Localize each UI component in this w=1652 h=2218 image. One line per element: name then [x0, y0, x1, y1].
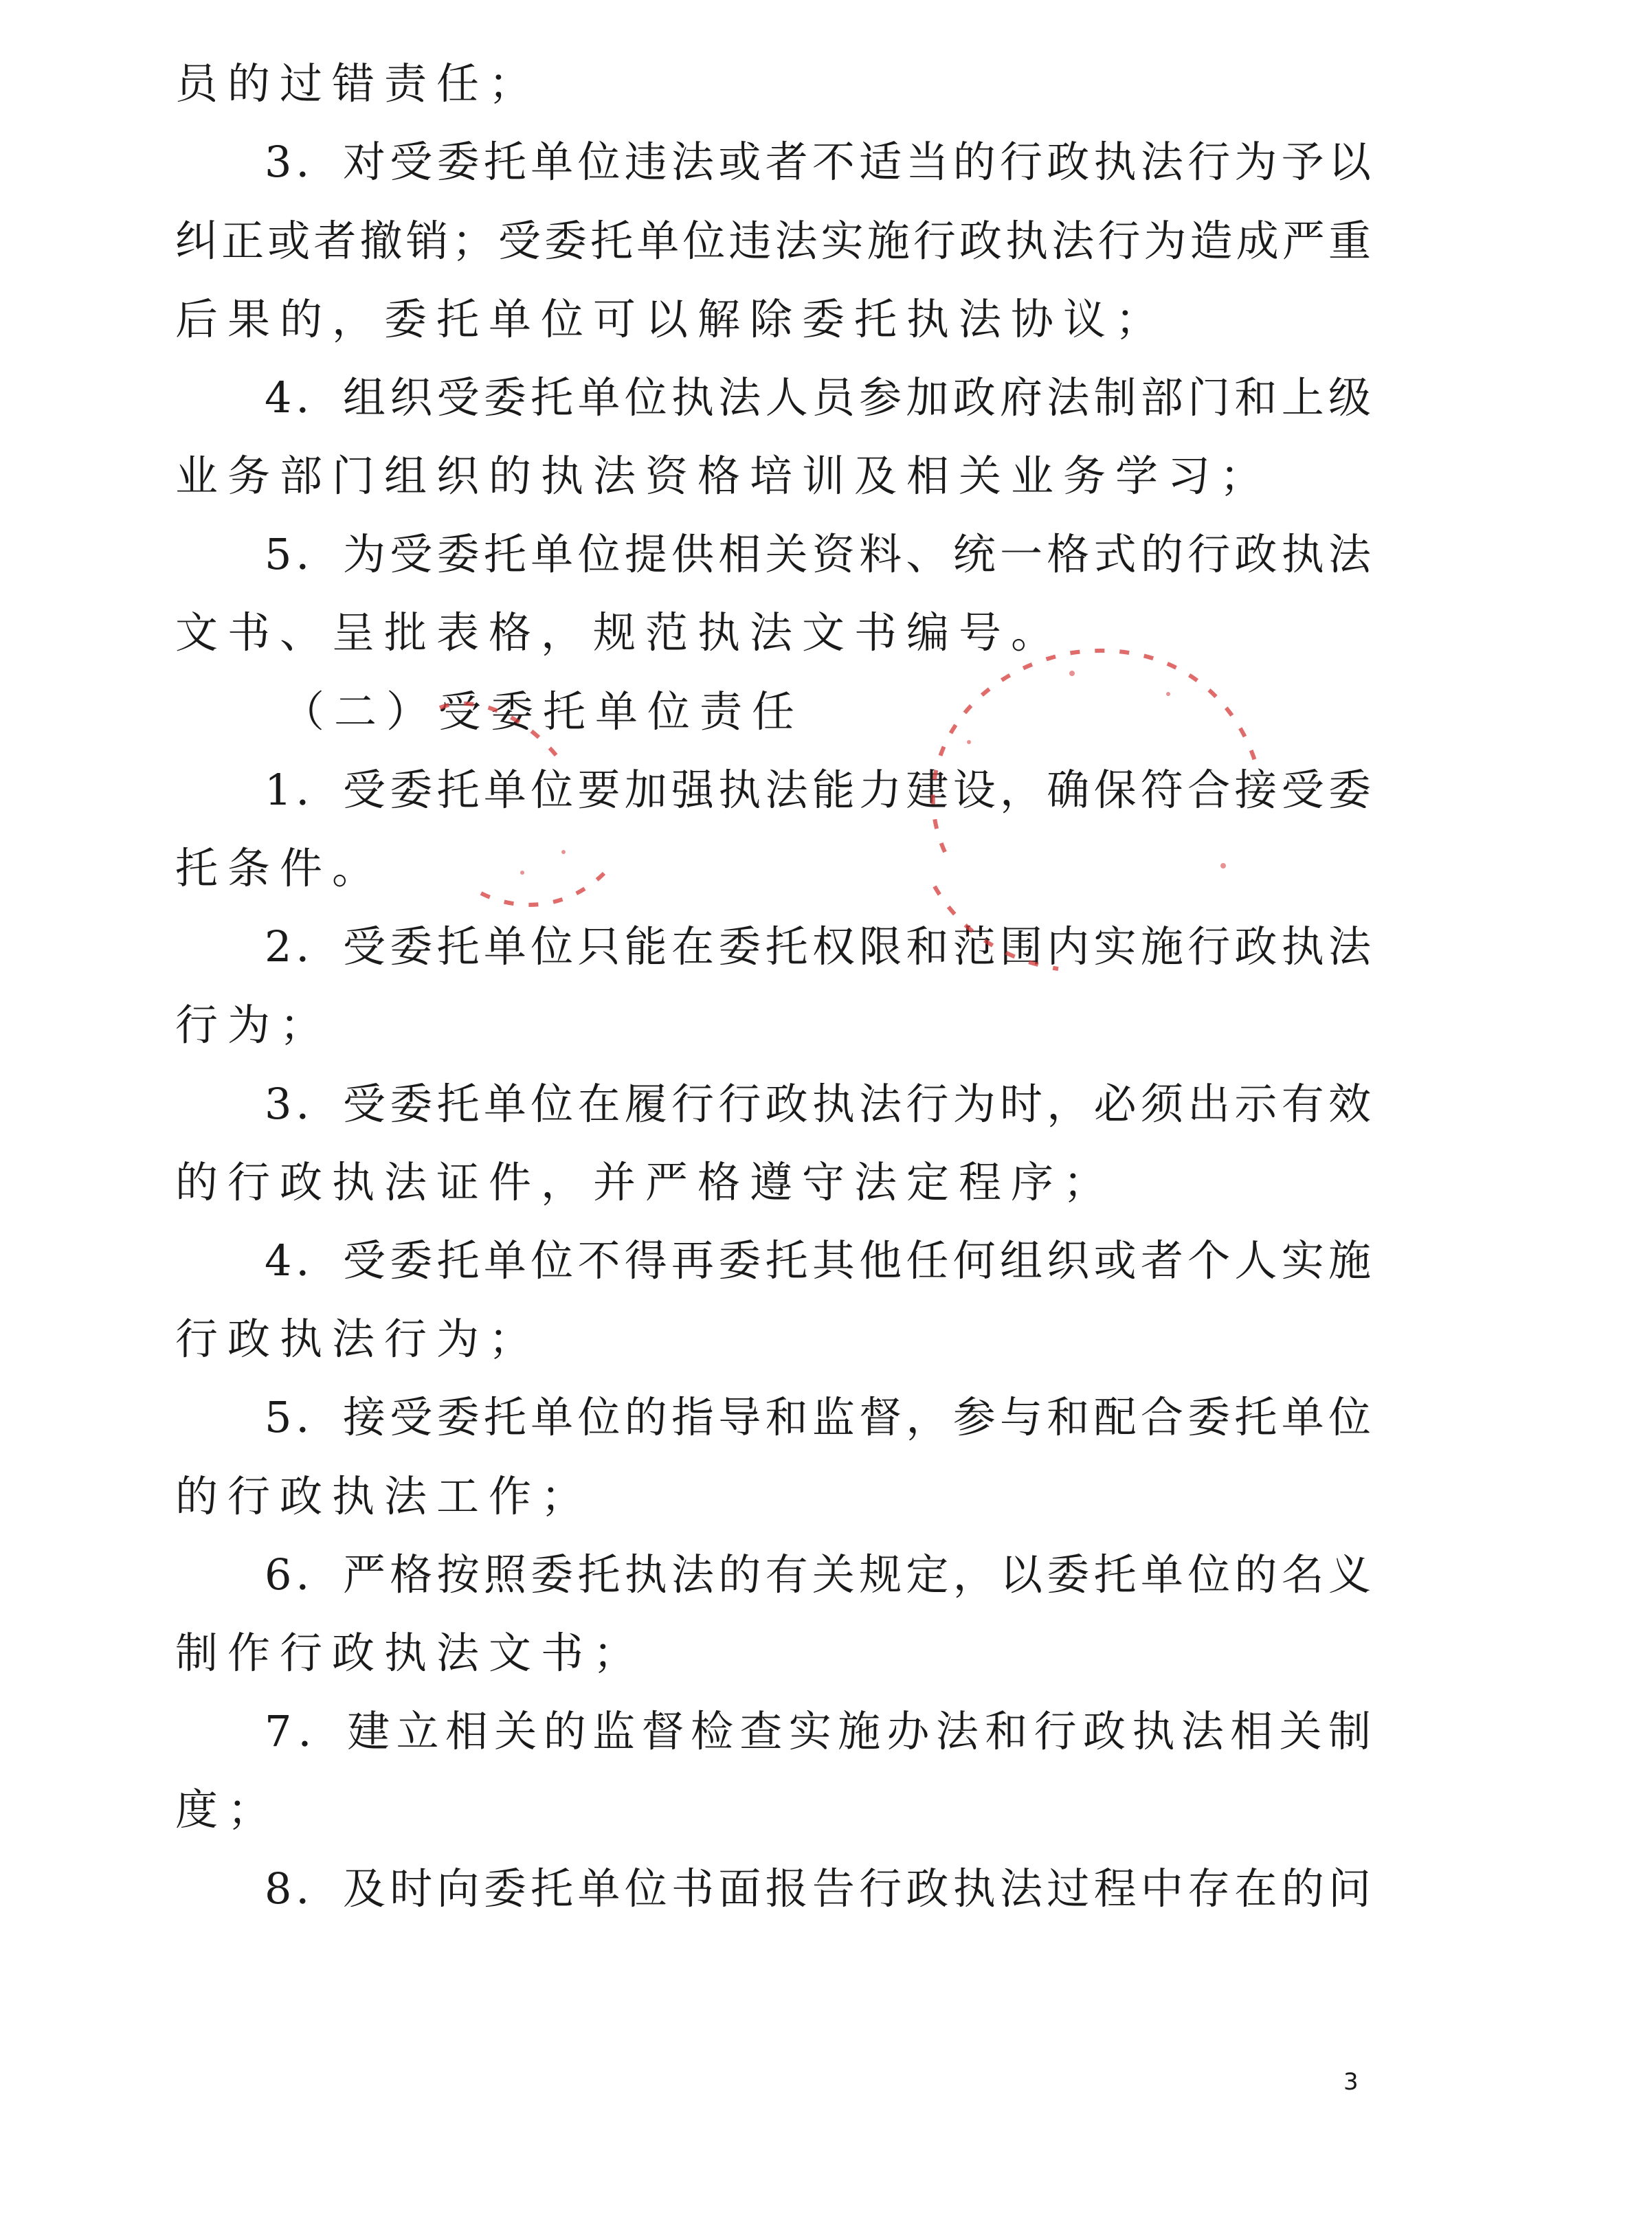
text-line-6: 业务部门组织的执法资格培训及相关业务学习； — [175, 451, 1273, 501]
text-line-16: 4．受委托单位不得再委托其他任何组织或者个人实施 — [265, 1235, 1371, 1286]
text-line-19: 的行政执法工作； — [175, 1471, 594, 1521]
text-line-3: 纠正或者撤销；受委托单位违法实施行政执法行为造成严重 — [175, 216, 1371, 266]
text-line-2: 3．对受委托单位违法或者不适当的行政执法行为予以 — [265, 137, 1371, 187]
text-line-15: 的行政执法证件，并严格遵守法定程序； — [175, 1157, 1116, 1207]
text-line-23: 度； — [175, 1784, 280, 1835]
section-heading: （二）受委托单位责任 — [282, 686, 805, 737]
text-line-17: 行政执法行为； — [175, 1314, 542, 1364]
text-line-10: 1．受委托单位要加强执法能力建设，确保符合接受委 — [265, 765, 1371, 815]
text-line-14: 3．受委托单位在履行行政执法行为时，必须出示有效 — [265, 1079, 1371, 1129]
text-line-7: 5．为受委托单位提供相关资料、统一格式的行政执法 — [265, 529, 1371, 579]
text-line-13: 行为； — [175, 1000, 333, 1050]
text-line-8: 文书、呈批表格，规范执法文书编号。 — [175, 607, 1064, 658]
page-number: 3 — [1343, 2068, 1359, 2096]
text-line-12: 2．受委托单位只能在委托权限和范围内实施行政执法 — [265, 921, 1371, 972]
text-line-5: 4．组织受委托单位执法人员参加政府法制部门和上级 — [265, 372, 1371, 423]
text-line-24: 8．及时向委托单位书面报告行政执法过程中存在的问 — [265, 1863, 1371, 1914]
text-line-20: 6．严格按照委托执法的有关规定，以委托单位的名义 — [265, 1549, 1371, 1600]
text-line-22: 7．建立相关的监督检查实施办法和行政执法相关制 — [265, 1706, 1371, 1756]
text-line-1: 员的过错责任； — [175, 58, 542, 109]
text-line-4: 后果的，委托单位可以解除委托执法协议； — [175, 294, 1168, 344]
text-line-18: 5．接受委托单位的指导和监督，参与和配合委托单位 — [265, 1392, 1371, 1442]
text-line-11: 托条件。 — [175, 843, 385, 893]
text-line-21: 制作行政执法文书； — [175, 1628, 646, 1678]
